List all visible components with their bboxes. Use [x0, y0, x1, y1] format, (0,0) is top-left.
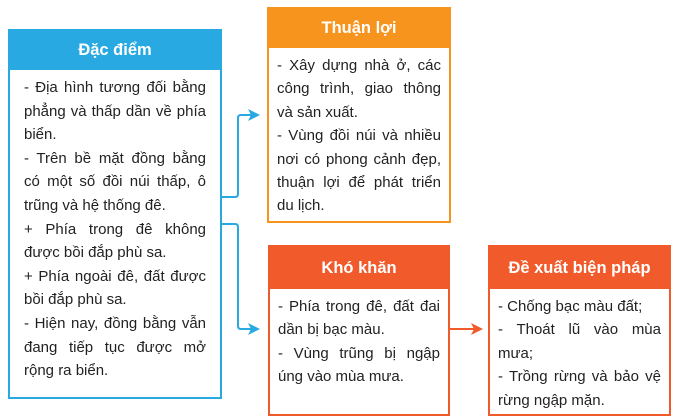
- advantages-title: Thuận lợi: [269, 9, 449, 48]
- difficulties-title: Khó khăn: [270, 247, 448, 289]
- features-title: Đặc điểm: [10, 31, 220, 70]
- features-box: [8, 29, 222, 399]
- arrow-features-to-difficulties: [222, 224, 256, 329]
- difficulty-item: - Phía trong đê, đất đai dần bị bạc màu.: [278, 298, 440, 339]
- solutions-title: Đề xuất biện pháp: [490, 247, 669, 289]
- feature-item: - Địa hình tương đối bằng phẳng và thấp dần về phía biển.: [24, 79, 206, 144]
- solution-item: - Thoát lũ vào mùa mưa;: [498, 321, 661, 362]
- arrow-features-to-advantages: [222, 115, 256, 197]
- feature-item: - Trên bề mặt đồng bằng có một số đồi núi thấp, ô trũng và hệ thống đê.: [24, 149, 206, 214]
- solution-item: - Trồng rừng và bảo vệ rừng ngập mặn.: [498, 368, 661, 409]
- feature-item: + Phía trong đê không được bồi đắp phù sa.: [24, 220, 206, 262]
- advantages-box: [267, 7, 451, 223]
- solutions-box: [488, 245, 671, 416]
- advantage-item: - Xây dựng nhà ở, các công trình, giao thông và sản xuất.: [277, 57, 441, 121]
- feature-item: + Phía ngoài đê, đất được bồi đắp phù sa.: [24, 267, 206, 309]
- feature-item: - Hiện nay, đồng bằng vẫn đang tiếp tục được mở rộng ra biển.: [24, 314, 206, 380]
- difficulty-item: - Vùng trũng bị ngập úng vào mùa mưa.: [278, 344, 440, 386]
- advantage-item: - Vùng đồi núi và nhiều nơi có phong cảnh đẹp, thuận lợi để phát triển du lịch.: [277, 127, 441, 215]
- difficulties-box: [268, 245, 450, 416]
- solution-item: - Chống bạc màu đất;: [498, 298, 643, 315]
